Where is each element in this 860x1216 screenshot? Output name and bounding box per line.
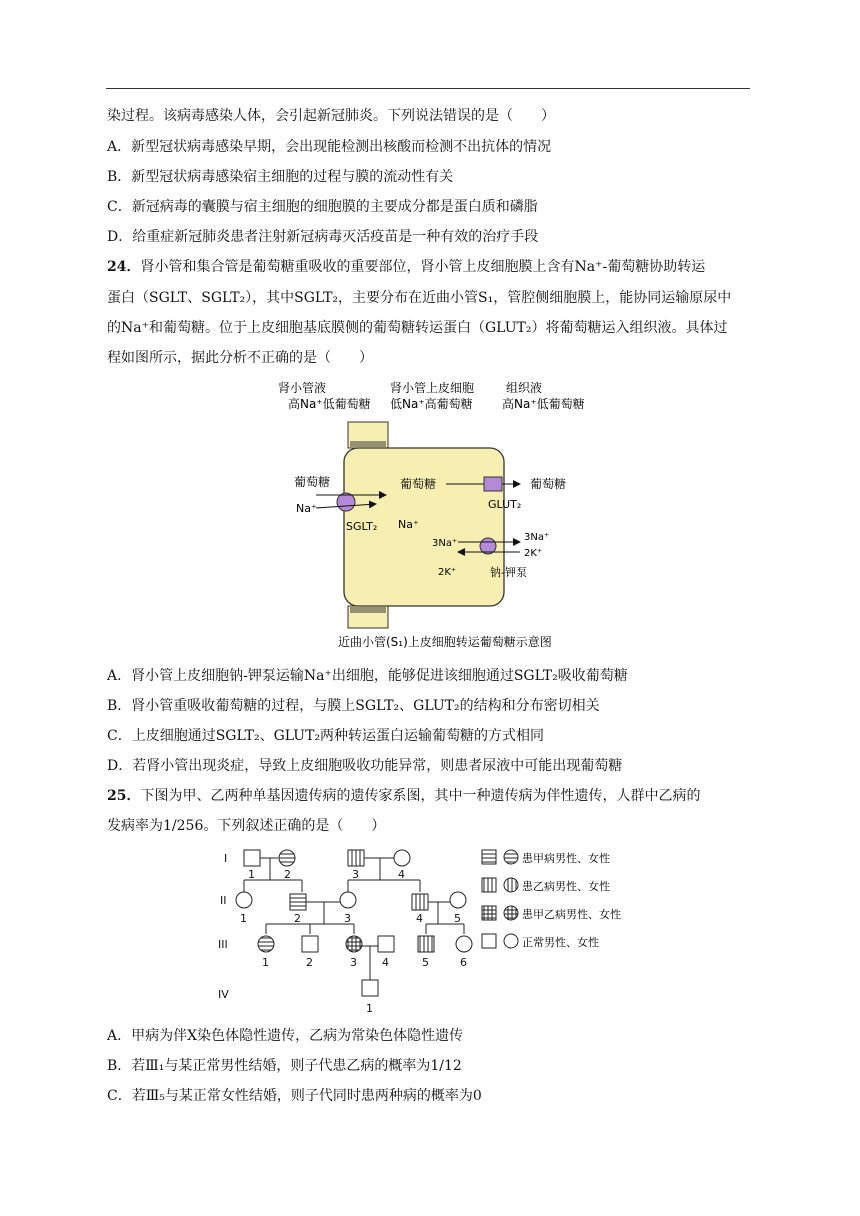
- id-i2: 2: [284, 868, 291, 881]
- q24-option-a: A．肾小管上皮细胞钠-钾泵运输Na⁺出细胞，能够促进该细胞通过SGLT₂吸收葡萄糖: [107, 668, 628, 684]
- q24-stem-line4: 程如图所示，据此分析不正确的是（ ）: [107, 350, 373, 366]
- header-interstitial-sub: 高Na⁺低葡萄糖: [502, 397, 585, 411]
- q25-option-c: C．若Ⅲ₅与某正常女性结婚，则子代同时患两种病的概率为0: [107, 1088, 482, 1104]
- q24-stem-line3: 的Na⁺和葡萄糖。位于上皮细胞基底膜侧的葡萄糖转运蛋白（GLUT₂）将葡萄糖运入组织液。具体过: [107, 320, 728, 336]
- id-i3: 3: [352, 868, 359, 881]
- gen-ii-label: II: [220, 894, 227, 907]
- legend-normal: 正常男性、女性: [522, 936, 599, 949]
- header-cell: 肾小管上皮细胞: [390, 381, 475, 395]
- q24-stem-line2: 蛋白（SGLT、SGLT₂），其中SGLT₂，主要分布在近曲小管S₁，管腔侧细胞膜上，能协同运输原尿中: [107, 290, 732, 306]
- header-interstitial: 组织液: [506, 381, 543, 395]
- pedigree-chart: [214, 840, 654, 1018]
- q24-text-1: 肾小管和集合管是葡萄糖重吸收的重要部位，肾小管上皮细胞膜上含有Na⁺-葡萄糖协助转运: [140, 259, 706, 275]
- na-lumen-label: Na⁺: [296, 502, 317, 515]
- glucose-cell-label: 葡萄糖: [400, 477, 437, 491]
- legend-disease-a: 患甲病男性、女性: [522, 852, 610, 865]
- q24-stem-line1: [107, 258, 705, 276]
- q24-number: 24．: [107, 259, 141, 275]
- sglt2-label: SGLT₂: [346, 520, 378, 533]
- id-i1: 1: [248, 868, 255, 881]
- sglt2-icon: [337, 493, 355, 511]
- legend-disease-b: 患乙病男性、女性: [522, 880, 610, 893]
- id-i4: 4: [398, 868, 405, 881]
- glucose-lumen-label: 葡萄糖: [294, 475, 331, 489]
- glucose-transport-diagram: [258, 380, 598, 652]
- id-iii6: 6: [460, 956, 467, 969]
- id-ii5: 5: [454, 912, 461, 925]
- q23-option-b: B．新型冠状病毒感染宿主细胞的过程与膜的流动性有关: [107, 169, 454, 185]
- gen-iii-label: III: [218, 938, 228, 951]
- q23-option-c: C．新冠病毒的囊膜与宿主细胞的细胞膜的主要成分都是蛋白质和磷脂: [107, 199, 538, 215]
- na-cell-label: Na⁺: [398, 518, 419, 531]
- k2-in-label: 2K⁺: [438, 567, 457, 578]
- gen-iv-label: IV: [218, 988, 229, 1001]
- q25-stem-line2: 发病率为1/256。下列叙述正确的是（ ）: [107, 818, 386, 834]
- na3-out-label: 3Na⁺: [524, 532, 550, 543]
- id-iii2: 2: [306, 956, 313, 969]
- q25-option-a: A．甲病为伴X染色体隐性遗传，乙病为常染色体隐性遗传: [107, 1028, 464, 1044]
- q25-number: 25．: [107, 788, 141, 804]
- pump-label: 钠-钾泵: [490, 566, 527, 579]
- glut2-icon: [484, 477, 502, 491]
- k2-out-label: 2K⁺: [524, 548, 543, 559]
- id-iv1: 1: [366, 1002, 373, 1015]
- q25-stem-line1: [107, 787, 700, 805]
- id-ii1: 1: [240, 912, 247, 925]
- glucose-interstitial-label: 葡萄糖: [530, 477, 567, 491]
- id-iii4: 4: [382, 956, 389, 969]
- na3-in-label: 3Na⁺: [432, 538, 458, 549]
- q23-stem-tail: 染过程。该病毒感染人体，会引起新冠肺炎。下列说法错误的是（ ）: [107, 108, 555, 124]
- q24-option-d: D．若肾小管出现炎症，导致上皮细胞吸收功能异常，则患者尿液中可能出现葡萄糖: [107, 758, 623, 774]
- q23-option-a: A．新型冠状病毒感染早期，会出现能检测出核酸而检测不出抗体的情况: [107, 139, 552, 155]
- gen-i-label: I: [224, 852, 228, 865]
- q23-option-d: D．给重症新冠肺炎患者注射新冠病毒灭活疫苗是一种有效的治疗手段: [107, 229, 539, 245]
- header-lumen: 肾小管液: [278, 381, 327, 395]
- id-iii1: 1: [262, 956, 269, 969]
- figure-caption: 近曲小管(S₁)上皮细胞转运葡萄糖示意图: [338, 635, 552, 649]
- id-iii5: 5: [422, 956, 429, 969]
- id-ii4: 4: [416, 912, 423, 925]
- header-lumen-sub: 高Na⁺低葡萄糖: [288, 397, 371, 411]
- glut2-label: GLUT₂: [488, 498, 522, 511]
- q24-option-b: B．肾小管重吸收葡萄糖的过程，与膜上SGLT₂、GLUT₂的结构和分布密切相关: [107, 698, 600, 714]
- id-iii3: 3: [350, 956, 357, 969]
- id-ii2: 2: [294, 912, 301, 925]
- q24-option-c: C．上皮细胞通过SGLT₂、GLUT₂两种转运蛋白运输葡萄糖的方式相同: [107, 728, 545, 744]
- q25-option-b: B．若Ⅲ₁与某正常男性结婚，则子代患乙病的概率为1/12: [107, 1058, 462, 1074]
- legend-disease-ab: 患甲乙病男性、女性: [522, 908, 621, 921]
- header-rule: [106, 88, 750, 89]
- id-ii3: 3: [344, 912, 351, 925]
- header-cell-sub: 低Na⁺高葡萄糖: [390, 397, 473, 411]
- q25-text-1: 下图为甲、乙两种单基因遗传病的遗传家系图，其中一种遗传病为伴性遗传，人群中乙病的: [140, 788, 701, 804]
